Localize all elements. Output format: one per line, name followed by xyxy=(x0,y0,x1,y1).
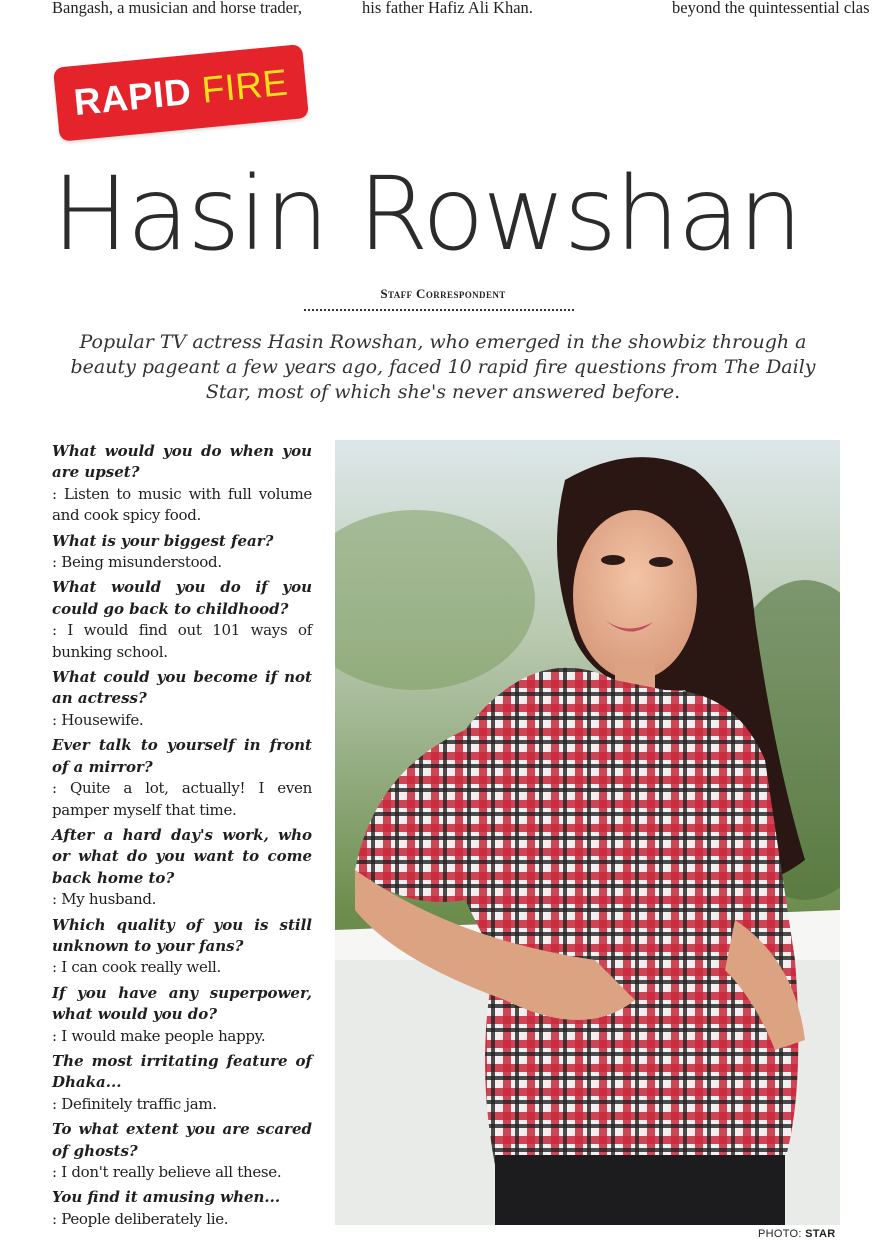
question: What would you do if you could go back to childhood? xyxy=(52,578,312,618)
qa-item xyxy=(52,1187,312,1230)
qa-column xyxy=(52,441,312,1234)
question: After a hard day's work, who or what do you want to come back home to? xyxy=(52,825,312,887)
question: What would you do when you are upset? xyxy=(52,442,312,482)
qa-item xyxy=(52,1051,312,1115)
answer: : I can cook really well. xyxy=(52,958,222,977)
qa-item xyxy=(52,441,312,527)
photo-credit-label: PHOTO: xyxy=(758,1228,802,1240)
answer: : I don't really believe all these. xyxy=(52,1163,282,1181)
intro-paragraph: Popular TV actress Hasin Rowshan, who emerged in the showbiz through a beauty pageant a few years ago, faced 10 rapid fire questions from The Daily Star, most of which she's never answered before. xyxy=(70,331,816,403)
portrait-photo xyxy=(335,440,840,1225)
qa-item xyxy=(52,577,312,663)
answer: : Quite a lot, actually! I even pamper myself that time. xyxy=(52,779,312,819)
previous-article-strip xyxy=(0,0,886,20)
byline: Staff Correspondent xyxy=(380,286,506,301)
badge-word-rapid: RAPID xyxy=(72,70,194,124)
answer: : I would find out 101 ways of bunking school. xyxy=(52,621,312,661)
question: If you have any superpower, what would you do? xyxy=(52,983,312,1024)
answer: : Listen to music with full volume and cook spicy food. xyxy=(52,484,312,525)
strip-col-1: Bangash, a musician and horse trader, xyxy=(52,0,302,17)
article-headline: Hasin Rowshan xyxy=(52,155,801,274)
badge-word-fire: FIRE xyxy=(199,61,290,111)
photo-credit xyxy=(758,1228,848,1240)
qa-item xyxy=(52,1119,312,1183)
qa-item xyxy=(52,983,312,1047)
question: Which quality of you is still unknown to your fans? xyxy=(52,915,312,955)
answer: : I would make people happy. xyxy=(52,1026,266,1045)
strip-col-3: beyond the quintessential clas xyxy=(672,0,870,17)
qa-item xyxy=(52,667,312,731)
answer: : Definitely traffic jam. xyxy=(52,1094,217,1113)
byline-divider xyxy=(304,309,574,311)
rapid-fire-badge xyxy=(53,44,309,142)
question: What is your biggest fear? xyxy=(52,531,274,550)
qa-item xyxy=(52,735,312,821)
question: To what extent you are scared of ghosts? xyxy=(52,1120,312,1160)
photo-credit-source: STAR xyxy=(805,1228,836,1240)
strip-col-2: his father Hafiz Ali Khan. xyxy=(362,0,533,17)
answer: : Housewife. xyxy=(52,710,144,729)
answer: : Being misunderstood. xyxy=(52,553,222,572)
question: The most irritating feature of Dhaka... xyxy=(52,1051,312,1092)
question: What could you become if not an actress? xyxy=(52,668,312,708)
answer: : People deliberately lie. xyxy=(52,1209,229,1228)
question: Ever talk to yourself in front of a mirror? xyxy=(52,736,312,776)
answer: : My husband. xyxy=(52,890,157,909)
qa-item xyxy=(52,531,312,574)
question: You find it amusing when... xyxy=(52,1188,281,1207)
qa-item xyxy=(52,915,312,979)
qa-item xyxy=(52,825,312,911)
